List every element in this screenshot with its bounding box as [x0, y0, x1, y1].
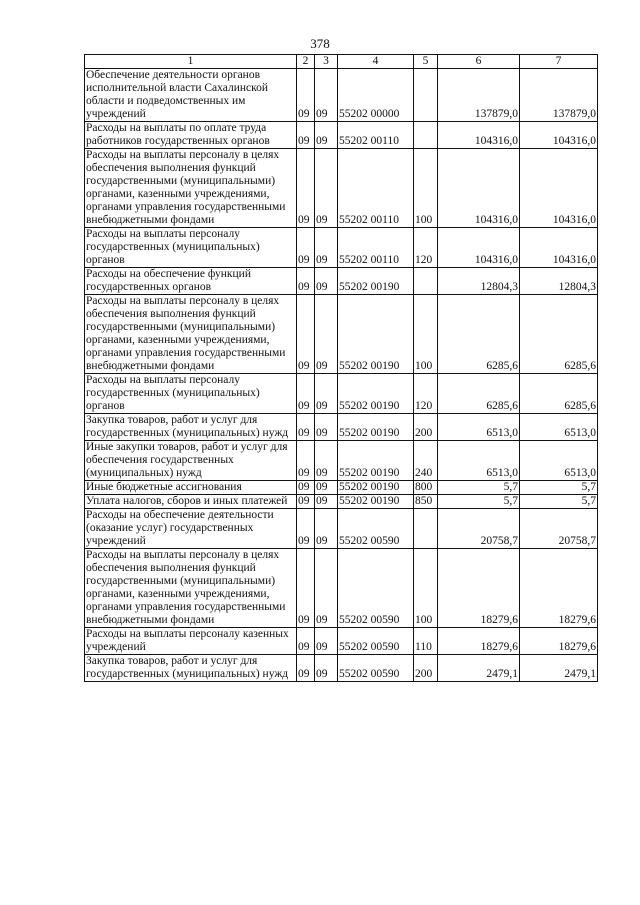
row-section: 09	[297, 268, 315, 295]
row-target-code: 55202 00190	[338, 414, 414, 441]
row-expense-type: 110	[414, 628, 438, 655]
table-body	[85, 69, 598, 682]
row-expense-type	[414, 268, 438, 295]
row-subsection: 09	[315, 549, 338, 628]
row-amount-6: 6285,6	[438, 295, 520, 374]
row-amount-6: 137879,0	[438, 69, 520, 122]
row-name: Уплата налогов, сборов и иных платежей	[85, 495, 297, 509]
row-section: 09	[297, 414, 315, 441]
row-amount-7: 18279,6	[520, 549, 598, 628]
row-amount-7: 6513,0	[520, 414, 598, 441]
row-section: 09	[297, 228, 315, 268]
row-amount-7: 6513,0	[520, 441, 598, 481]
row-amount-7: 6285,6	[520, 295, 598, 374]
row-amount-6: 104316,0	[438, 228, 520, 268]
header-col-1: 1	[85, 55, 297, 69]
row-section: 09	[297, 495, 315, 509]
row-section: 09	[297, 549, 315, 628]
row-amount-7: 6285,6	[520, 374, 598, 414]
row-subsection: 09	[315, 268, 338, 295]
row-name: Обеспечение деятельности органов исполнительной власти Сахалинской области и подведомственных им учреждений	[85, 69, 297, 122]
row-target-code: 55202 00190	[338, 481, 414, 495]
row-amount-7: 104316,0	[520, 122, 598, 149]
row-amount-7: 104316,0	[520, 228, 598, 268]
header-col-2: 2	[297, 55, 315, 69]
row-target-code: 55202 00190	[338, 374, 414, 414]
row-subsection: 09	[315, 495, 338, 509]
row-target-code: 55202 00110	[338, 149, 414, 228]
row-target-code: 55202 00190	[338, 268, 414, 295]
table-row	[85, 69, 598, 122]
row-subsection: 09	[315, 122, 338, 149]
row-amount-6: 6513,0	[438, 414, 520, 441]
row-section: 09	[297, 655, 315, 682]
row-expense-type	[414, 122, 438, 149]
row-subsection: 09	[315, 441, 338, 481]
row-name: Расходы на выплаты персоналу казенных учреждений	[85, 628, 297, 655]
row-expense-type: 800	[414, 481, 438, 495]
row-section: 09	[297, 441, 315, 481]
row-subsection: 09	[315, 295, 338, 374]
row-subsection: 09	[315, 509, 338, 549]
table-row	[85, 509, 598, 549]
row-amount-6: 20758,7	[438, 509, 520, 549]
row-amount-6: 6513,0	[438, 441, 520, 481]
row-amount-6: 6285,6	[438, 374, 520, 414]
row-name: Расходы на обеспечение функций государственных органов	[85, 268, 297, 295]
row-target-code: 55202 00110	[338, 228, 414, 268]
row-amount-6: 2479,1	[438, 655, 520, 682]
row-target-code: 55202 00190	[338, 441, 414, 481]
table-row	[85, 268, 598, 295]
header-col-4: 4	[338, 55, 414, 69]
row-name: Расходы на выплаты персоналу в целях обеспечения выполнения функций государственными (муниципальными) органами, казенными учреждениями, органами управления государственными внебюджетными фондами	[85, 295, 297, 374]
table-row	[85, 149, 598, 228]
row-section: 09	[297, 69, 315, 122]
row-expense-type: 100	[414, 549, 438, 628]
row-amount-6: 104316,0	[438, 149, 520, 228]
row-amount-6: 18279,6	[438, 628, 520, 655]
row-name: Иные закупки товаров, работ и услуг для обеспечения государственных (муниципальных) нужд	[85, 441, 297, 481]
row-expense-type: 200	[414, 655, 438, 682]
row-amount-7: 5,7	[520, 495, 598, 509]
row-section: 09	[297, 374, 315, 414]
row-target-code: 55202 00000	[338, 69, 414, 122]
row-section: 09	[297, 295, 315, 374]
row-section: 09	[297, 509, 315, 549]
row-name: Расходы на выплаты персоналу в целях обеспечения выполнения функций государственными (муниципальными) органами, казенными учреждениями, органами управления государственными внебюджетными фондами	[85, 549, 297, 628]
header-col-5: 5	[414, 55, 438, 69]
row-amount-7: 104316,0	[520, 149, 598, 228]
row-target-code: 55202 00590	[338, 628, 414, 655]
row-section: 09	[297, 628, 315, 655]
row-amount-6: 5,7	[438, 481, 520, 495]
row-section: 09	[297, 481, 315, 495]
row-target-code: 55202 00110	[338, 122, 414, 149]
header-col-6: 6	[438, 55, 520, 69]
row-subsection: 09	[315, 655, 338, 682]
table-row	[85, 655, 598, 682]
row-subsection: 09	[315, 149, 338, 228]
table-row	[85, 495, 598, 509]
table-row	[85, 441, 598, 481]
row-amount-7: 137879,0	[520, 69, 598, 122]
row-expense-type: 850	[414, 495, 438, 509]
table-header	[85, 55, 598, 69]
row-amount-7: 18279,6	[520, 628, 598, 655]
row-target-code: 55202 00190	[338, 295, 414, 374]
row-expense-type	[414, 509, 438, 549]
row-name: Расходы на выплаты персоналу в целях обеспечения выполнения функций государственными (муниципальными) органами, казенными учреждениями, органами управления государственными внебюджетными фондами	[85, 149, 297, 228]
row-name: Расходы на выплаты по оплате труда работников государственных органов	[85, 122, 297, 149]
row-target-code: 55202 00190	[338, 495, 414, 509]
row-name: Расходы на выплаты персоналу государственных (муниципальных) органов	[85, 228, 297, 268]
row-name: Расходы на выплаты персоналу государственных (муниципальных) органов	[85, 374, 297, 414]
row-amount-6: 12804,3	[438, 268, 520, 295]
row-subsection: 09	[315, 481, 338, 495]
row-amount-7: 2479,1	[520, 655, 598, 682]
row-amount-7: 20758,7	[520, 509, 598, 549]
row-subsection: 09	[315, 414, 338, 441]
row-subsection: 09	[315, 228, 338, 268]
page-number: 378	[310, 36, 330, 51]
row-amount-6: 18279,6	[438, 549, 520, 628]
row-expense-type: 100	[414, 295, 438, 374]
row-section: 09	[297, 149, 315, 228]
header-col-7: 7	[520, 55, 598, 69]
row-expense-type: 120	[414, 374, 438, 414]
row-subsection: 09	[315, 374, 338, 414]
row-name: Расходы на обеспечение деятельности (оказание услуг) государственных учреждений	[85, 509, 297, 549]
table-row	[85, 414, 598, 441]
table-row	[85, 628, 598, 655]
row-amount-6: 5,7	[438, 495, 520, 509]
table-row	[85, 481, 598, 495]
row-amount-6: 104316,0	[438, 122, 520, 149]
row-expense-type: 240	[414, 441, 438, 481]
row-section: 09	[297, 122, 315, 149]
row-amount-7: 5,7	[520, 481, 598, 495]
row-expense-type: 100	[414, 149, 438, 228]
row-target-code: 55202 00590	[338, 655, 414, 682]
header-row	[85, 55, 598, 69]
budget-table	[84, 54, 598, 682]
row-name: Закупка товаров, работ и услуг для государственных (муниципальных) нужд	[85, 414, 297, 441]
table-row	[85, 549, 598, 628]
table-row	[85, 374, 598, 414]
row-subsection: 09	[315, 628, 338, 655]
row-expense-type	[414, 69, 438, 122]
row-name: Иные бюджетные ассигнования	[85, 481, 297, 495]
row-expense-type: 120	[414, 228, 438, 268]
row-expense-type: 200	[414, 414, 438, 441]
table-row	[85, 295, 598, 374]
header-col-3: 3	[315, 55, 338, 69]
row-target-code: 55202 00590	[338, 509, 414, 549]
row-name: Закупка товаров, работ и услуг для государственных (муниципальных) нужд	[85, 655, 297, 682]
table-row	[85, 228, 598, 268]
row-amount-7: 12804,3	[520, 268, 598, 295]
row-subsection: 09	[315, 69, 338, 122]
row-target-code: 55202 00590	[338, 549, 414, 628]
table-row	[85, 122, 598, 149]
